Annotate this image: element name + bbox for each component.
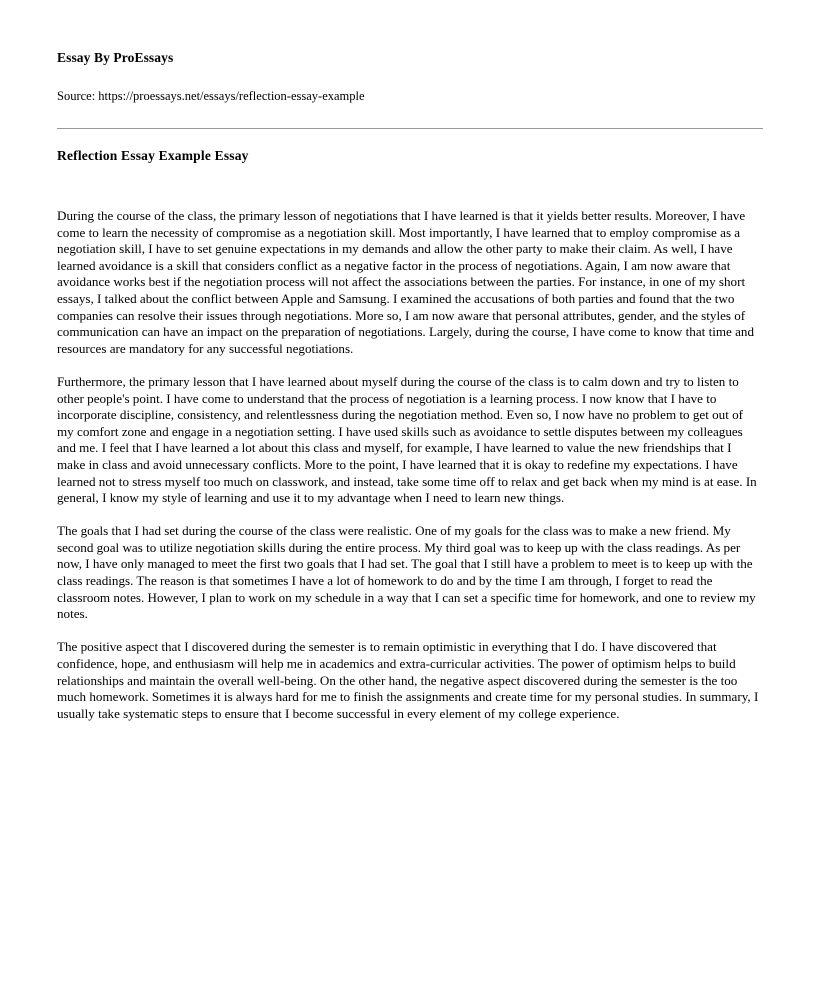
header-divider <box>57 128 763 129</box>
body-paragraph: The positive aspect that I discovered during the semester is to remain optimistic in everything that I do. I have discovered that confidence, hope, and enthusiasm will help me in academics and extra-curricular activities. The power of optimism helps to build relationships and maintain the overall well-being. On the other hand, the negative aspect discovered during the semester is the too much homework. Sometimes it is always hard for me to finish the assignments and create time for my personal studies. In summary, I usually take systematic steps to ensure that I become successful in every element of my college experience. <box>57 639 759 721</box>
essay-body <box>57 208 763 722</box>
body-paragraph: During the course of the class, the primary lesson of negotiations that I have learned is that it yields better results. Moreover, I have come to learn the necessity of compromise as a negotiation skill. Most importantly, I have learned that to employ compromise as a negotiation skill, I have to set genuine expectations in my demands and allow the other party to make their claim. As well, I have learned avoidance is a skill that considers conflict as a negative factor in the process of negotiations. Again, I am now aware that avoidance works best if the negotiation process will not affect the associations between the parties. For instance, in one of my short essays, I talked about the conflict between Apple and Samsung. I examined the accusations of both parties and found that the two companies can resolve their issues through negotiations. More so, I am now aware that personal attributes, gender, and the styles of communication can have an impact on the preparation of negotiations. Largely, during the course, I have come to know that time and resources are mandatory for any successful negotiations. <box>57 208 755 356</box>
body-paragraph: The goals that I had set during the course of the class were realistic. One of my goals for the class was to make a new friend. My second goal was to utilize negotiation skills during the entire process. My third goal was to keep up with the class readings. As per now, I have only managed to meet the first two goals that I had set. The goal that I still have a problem to meet is to keep up with the class readings. The reason is that sometimes I have a lot of homework to do and by the time I am through, I forget to read the classroom notes. However, I plan to work on my schedule in a way that I can set a specific time for homework, and one to review my notes. <box>57 523 756 622</box>
body-paragraph: Furthermore, the primary lesson that I have learned about myself during the course of the class is to calm down and try to listen to other people's point. I have come to understand that the process of negotiation is a learning process. I now know that I have to incorporate discipline, consistency, and relentlessness during the negotiation method. Even so, I now have no problem to get out of my comfort zone and engage in a negotiation setting. I have used skills such as avoidance to settle disputes between my colleagues and me. I feel that I have learned a lot about this class and myself, for example, I have learned to value the new friendships that I make in class and avoid unnecessary conflicts. More to the point, I have learned that it is okay to redefine my expectations. I have learned not to stress myself too much on classwork, and instead, take some time off to relax and get back when my mind is at ease. In general, I know my style of learning and use it to my advantage when I need to learn new things. <box>57 373 757 506</box>
source-url-line: Source: https://proessays.net/essays/reflection-essay-example <box>57 89 365 103</box>
site-title: Essay By ProEssays <box>57 50 174 65</box>
page-title: Reflection Essay Example Essay <box>57 148 249 163</box>
